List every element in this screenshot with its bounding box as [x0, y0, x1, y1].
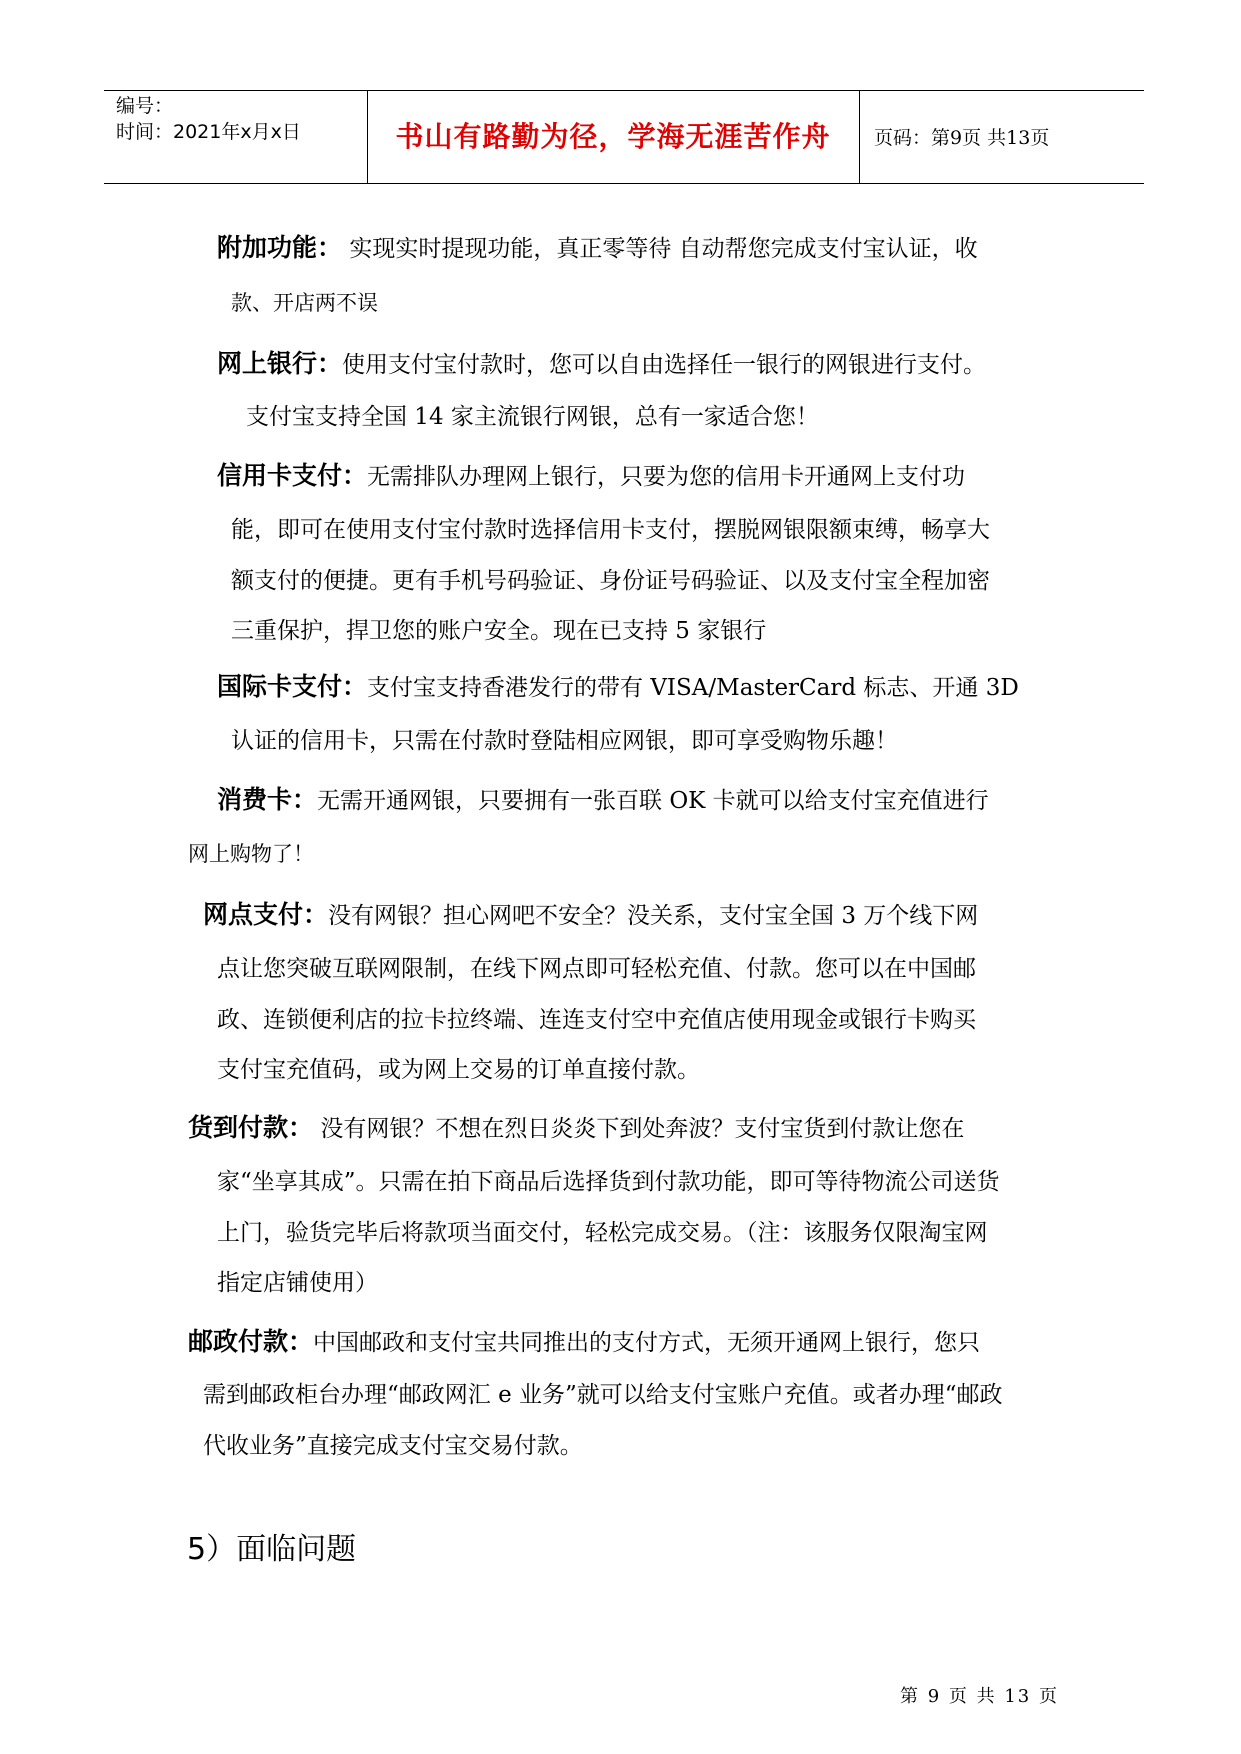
section-text: 没有网银？不想在烈日炎炎下到处奔波？支付宝货到付款让您在	[313, 1116, 965, 1142]
section-line: 代收业务”直接完成支付宝交易付款。	[203, 1433, 583, 1459]
section-label: 国际卡支付：	[217, 672, 368, 701]
section-line: 上门，验货完毕后将款项当面交付，轻松完成交易。（注：该服务仅限淘宝网	[217, 1220, 988, 1246]
section-text: 实现实时提现功能，真正零等待 自动帮您完成支付宝认证，收	[342, 236, 978, 262]
header-page-info	[874, 123, 1049, 150]
section-text: 使用支付宝付款时，您可以自由选择任一银行的网银进行支付。	[342, 352, 987, 378]
section-heading: 5）面临问题	[187, 1532, 357, 1567]
section-line	[217, 667, 1019, 703]
section-text: 没有网银？担心网吧不安全？没关系，支付宝全国 3 万个线下网	[328, 903, 979, 929]
section-label: 网上银行：	[217, 349, 343, 378]
section-text: 无需开通网银，只要拥有一张百联 OK 卡就可以给支付宝充值进行	[317, 788, 989, 814]
section-line: 需到邮政柜台办理“邮政网汇 e 业务”就可以给支付宝账户充值。或者办理“邮政	[203, 1382, 1003, 1408]
section-text: 中国邮政和支付宝共同推出的支付方式，无须开通网上银行，您只	[313, 1330, 981, 1356]
section-line: 点让您突破互联网限制，在线下网点即可轻松充值、付款。您可以在中国邮	[217, 956, 976, 982]
section-line: 家“坐享其成”。只需在拍下商品后选择货到付款功能，即可等待物流公司送货	[217, 1169, 1000, 1195]
section-line	[188, 1108, 964, 1144]
section-line	[217, 228, 978, 264]
section-line: 能，即可在使用支付宝付款时选择信用卡支付，摆脱网银限额束缚，畅享大	[231, 517, 990, 543]
header-divider	[367, 91, 368, 183]
section-line: 支付宝充值码，或为网上交易的订单直接付款。	[217, 1057, 700, 1083]
section-line: 政、连锁便利店的拉卡拉终端、连连支付空中充值店使用现金或银行卡购买	[217, 1007, 976, 1033]
section-line: 款、开店两不误	[231, 291, 378, 315]
section-line	[217, 344, 986, 380]
page-header	[104, 90, 1144, 184]
section-text: 支付宝支持香港发行的带有 VISA/MasterCard 标志、开通 3D	[367, 675, 1019, 701]
header-meta	[116, 93, 361, 145]
page-total: 13	[1006, 127, 1031, 149]
section-text: 无需排队办理网上银行，只要为您的信用卡开通网上支付功	[367, 464, 966, 490]
section-line	[217, 780, 989, 816]
section-label: 货到付款：	[188, 1113, 314, 1142]
page-label: 页码：第	[874, 127, 951, 149]
header-divider	[859, 91, 860, 183]
section-line: 额支付的便捷。更有手机号码验证、身份证号码验证、以及支付宝全程加密	[231, 568, 990, 594]
section-line: 三重保护，捍卫您的账户安全。现在已支持 5 家银行	[231, 618, 767, 644]
section-label: 网点支付：	[203, 900, 329, 929]
section-line	[217, 456, 965, 492]
page-mid: 页 共	[962, 127, 1007, 149]
page-number: 9	[950, 127, 963, 149]
number-label: 编号：	[116, 95, 174, 117]
header-motto: 书山有路勤为径，学海无涯苦作舟	[395, 120, 831, 153]
section-label: 信用卡支付：	[217, 461, 368, 490]
section-line	[203, 895, 978, 931]
section-line: 认证的信用卡，只需在付款时登陆相应网银，即可享受购物乐趣！	[231, 728, 898, 754]
page-footer: 第 9 页 共 13 页	[900, 1686, 1059, 1707]
section-line: 网上购物了！	[188, 842, 314, 866]
section-label: 邮政付款：	[188, 1327, 314, 1356]
section-label: 附加功能：	[217, 233, 343, 262]
section-line: 指定店铺使用）	[217, 1270, 378, 1296]
section-label: 消费卡：	[217, 785, 318, 814]
section-line: 支付宝支持全国 14 家主流银行网银，总有一家适合您！	[246, 404, 819, 430]
time-label: 时间：2021年x月x日	[116, 121, 301, 143]
page-end: 页	[1030, 127, 1050, 149]
section-line	[188, 1322, 980, 1358]
